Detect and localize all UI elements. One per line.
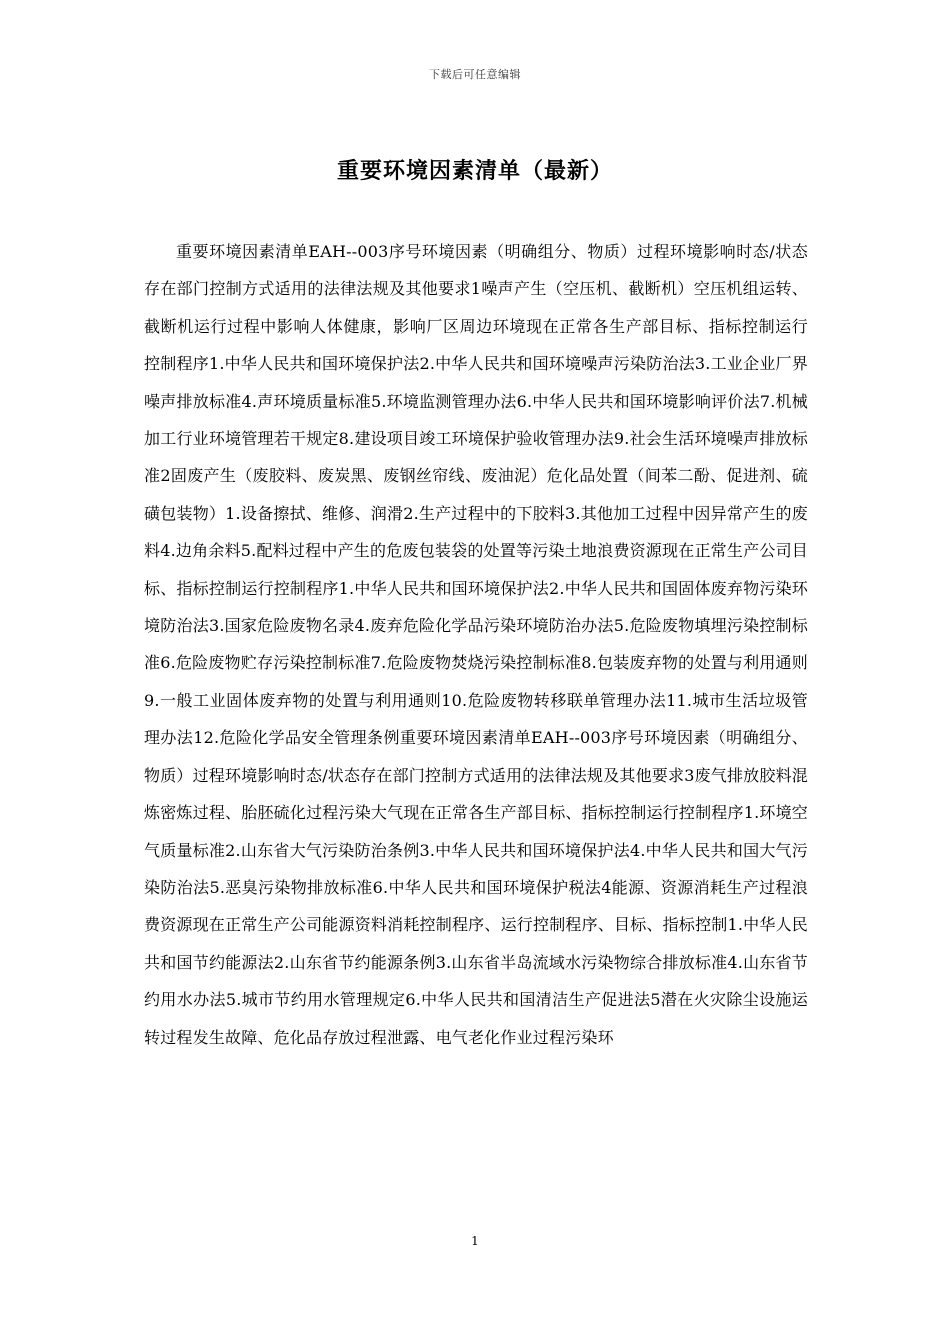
header-note: 下载后可任意编辑: [429, 68, 521, 81]
document-title: 重要环境因素清单（最新）: [336, 158, 613, 184]
document-body-paragraph: 重要环境因素清单EAH--003序号环境因素（明确组分、物质）过程环境影响时态/状态存在部门控制方式适用的法律法规及其他要求1噪声产生（空压机、截断机）空压机组运转、截断机运行过程中影响人体健康，影响厂区周边环境现在正常各生产部目标、指标控制运行控制程序1.中华人民共和国环境保护法2.中华人民共和国环境噪声污染防治法3.工业企业厂界噪声排放标准4.声环境质量标准5.环境监测管理办法6.中华人民共和国环境影响评价法7.机械加工行业环境管理若干规定8.建设项目竣工环境保护验收管理办法9.社会生活环境噪声排放标准2固废产生（废胶料、废炭黑、废钢丝帘线、废油泥）危化品处置（间苯二酚、促进剂、硫磺包装物）1.设备擦拭、维修、润滑2.生产过程中的下胶料3.其他加工过程中因异常产生的废料4.边角余料5.配料过程中产生的危废包装袋的处置等污染土地浪费资源现在正常生产公司目标、指标控制运行控制程序1.中华人民共和国环境保护法2.中华人民共和国固体废弃物污染环境防治法3.国家危险废物名录4.废弃危险化学品污染环境防治办法5.危险废物填埋污染控制标准6.危险废物贮存污染控制标准7.危险废物焚烧污染控制标准8.包装废弃物的处置与利用通则9.一般工业固体废弃物的处置与利用通则10.危险废物转移联单管理办法11.城市生活垃圾管理办法12.危险化学品安全管理条例重要环境因素清单EAH--003序号环境因素（明确组分、物质）过程环境影响时态/状态存在部门控制方式适用的法律法规及其他要求3废气排放胶料混炼密炼过程、胎胚硫化过程污染大气现在正常各生产部目标、指标控制运行控制程序1.环境空气质量标准2.山东省大气污染防治条例3.中华人民共和国环境保护法4.中华人民共和国大气污染防治法5.恶臭污染物排放标准6.中华人民共和国环境保护税法4能源、资源消耗生产过程浪费资源现在正常生产公司能源资料消耗控制程序、运行控制程序、目标、指标控制1.中华人民共和国节约能源法2.山东省节约能源条例3.山东省半岛流域水污染物综合排放标准4.山东省节约用水办法5.城市节约用水管理规定6.中华人民共和国清洁生产促进法5潜在火灾除尘设施运转过程发生故障、危化品存放过程泄露、电气老化作业过程污染环: [144, 242, 808, 1047]
page-number: 1: [471, 1234, 479, 1248]
